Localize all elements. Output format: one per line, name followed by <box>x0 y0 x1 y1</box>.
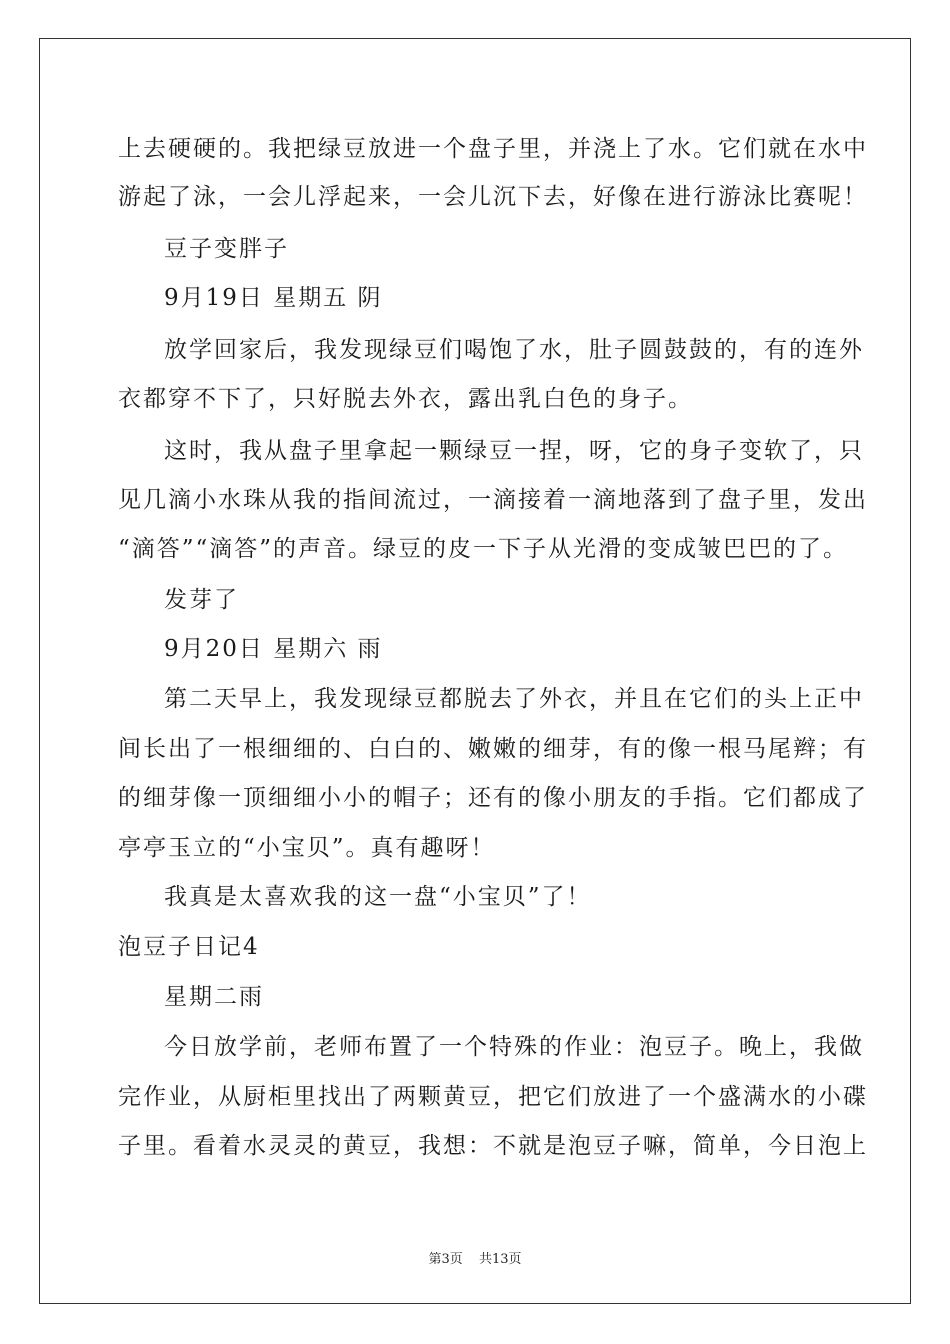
section-heading: 发芽了 <box>164 587 239 613</box>
text-line: 今日放学前，老师布置了一个特殊的作业：泡豆子。晚上，我做 <box>164 1034 864 1060</box>
date-line: 9月19日 星期五 阴 <box>164 285 383 311</box>
text-line: 我真是太喜欢我的这一盘“小宝贝”了！ <box>164 884 592 910</box>
text-line: “滴答”“滴答”的声音。绿豆的皮一下子从光滑的变成皱巴巴的了。 <box>118 536 849 562</box>
text-line: 这时，我从盘子里拿起一颗绿豆一捏，呀，它的身子变软了，只 <box>164 438 864 464</box>
page-total: 共13页 <box>478 1252 522 1267</box>
text-line: 放学回家后，我发现绿豆们喝饱了水，肚子圆鼓鼓的，有的连外 <box>164 337 864 363</box>
date-line: 9月20日 星期六 雨 <box>164 636 383 662</box>
page-footer <box>0 1248 950 1267</box>
text-line: 见几滴小水珠从我的指间流过，一滴接着一滴地落到了盘子里，发出 <box>118 487 868 513</box>
text-line: 衣都穿不下了，只好脱去外衣，露出乳白色的身子。 <box>118 386 693 412</box>
section-heading: 豆子变胖子 <box>164 236 289 262</box>
text-line: 的细芽像一顶细细小小的帽子；还有的像小朋友的手指。它们都成了 <box>118 785 868 811</box>
text-line: 第二天早上，我发现绿豆都脱去了外衣，并且在它们的头上正中 <box>164 686 864 712</box>
text-line: 子里。看着水灵灵的黄豆，我想：不就是泡豆子嘛，简单，今日泡上 <box>118 1133 868 1159</box>
text-line: 间长出了一根细细的、白白的、嫩嫩的细芽，有的像一根马尾辫；有 <box>118 736 868 762</box>
text-line: 亭亭玉立的“小宝贝”。真有趣呀！ <box>118 835 496 861</box>
text-line: 上去硬硬的。我把绿豆放进一个盘子里，并浇上了水。它们就在水中 <box>118 136 868 162</box>
page-number: 第3页 <box>428 1252 463 1267</box>
text-line: 完作业，从厨柜里找出了两颗黄豆，把它们放进了一个盛满水的小碟 <box>118 1084 868 1110</box>
document-title: 泡豆子日记4 <box>118 934 260 960</box>
date-line: 星期二雨 <box>164 984 264 1010</box>
text-line: 游起了泳，一会儿浮起来，一会儿沉下去，好像在进行游泳比赛呢！ <box>118 184 868 210</box>
